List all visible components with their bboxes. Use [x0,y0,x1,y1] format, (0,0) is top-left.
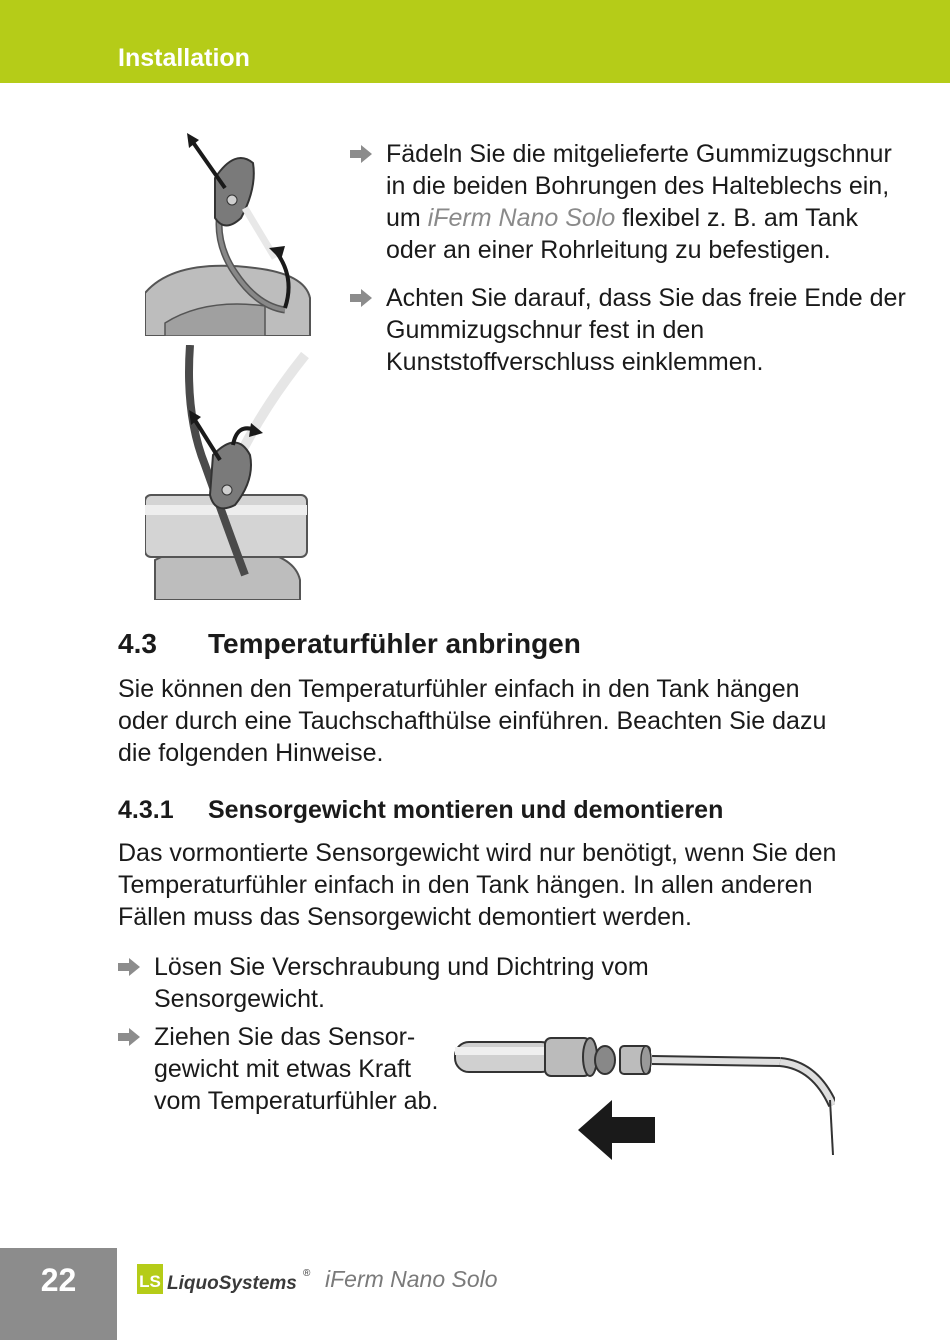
page-number: 22 [40,1262,77,1298]
bullet-text: Lösen Sie Verschraubung und Dichtring vom Sensorgewicht. [154,953,649,1013]
bullet-thread-cord [350,138,910,266]
logo-text: LiquoSystems [167,1273,297,1294]
right-arrow-icon [350,289,372,307]
header-title: Installation [118,44,250,72]
bullet-text: Fädeln Sie die mitgelieferte Gummizugschnur in die beiden Bohrungen des Halteblechs ein, um [386,140,892,232]
section-number: 4.3 [118,628,157,659]
right-arrow-icon [350,145,372,163]
installation-bullets [350,138,910,394]
section-heading [118,628,581,660]
subsection-body: Das vormontierte Sensorgewicht wird nur benötigt, wenn Sie den Temperaturfühler einfach in den Tank hängen. In allen anderen Fällen muss das Sensorgewicht demontiert werden. [118,839,837,931]
right-arrow-icon [118,1028,140,1046]
sensor-weight-illustration [450,1020,835,1160]
bullet-pull-weight [118,1021,454,1117]
liquosystems-logo [137,1262,317,1298]
product-name: iFerm Nano Solo [427,204,616,232]
footer-product-name: iFerm Nano Solo [325,1266,498,1292]
bullet-clamp-cord [350,282,910,378]
bracket-cord-illustration [145,128,315,336]
subsection-title: Sensorgewicht montieren und demontieren [208,796,724,824]
bullet-loosen-fitting [118,951,688,1015]
bracket-pipe-illustration [145,345,310,600]
bullet-text-continued: flexibel z. B. am Tank oder an einer Rohrleitung zu befestigen. [386,204,858,264]
bullet-text: Achten Sie darauf, dass Sie das freie Ende der Gummizugschnur fest in den Kunststoffverschluss einklemmen. [386,284,906,376]
registered-mark: ® [303,1268,311,1279]
section-title: Temperaturfühler anbringen [208,628,581,659]
logo-mark: LS [139,1272,161,1291]
section-body: Sie können den Temperaturfühler einfach in den Tank hängen oder durch eine Tauchschafthülse einführen. Beachten Sie dazu die folgenden Hinweise. [118,675,827,767]
bullet-text: Ziehen Sie das Sensor-gewicht mit etwas Kraft vom Temperaturfühler ab. [154,1023,439,1115]
right-arrow-icon [118,958,140,976]
subsection-heading [118,796,723,825]
subsection-number: 4.3.1 [118,796,174,824]
